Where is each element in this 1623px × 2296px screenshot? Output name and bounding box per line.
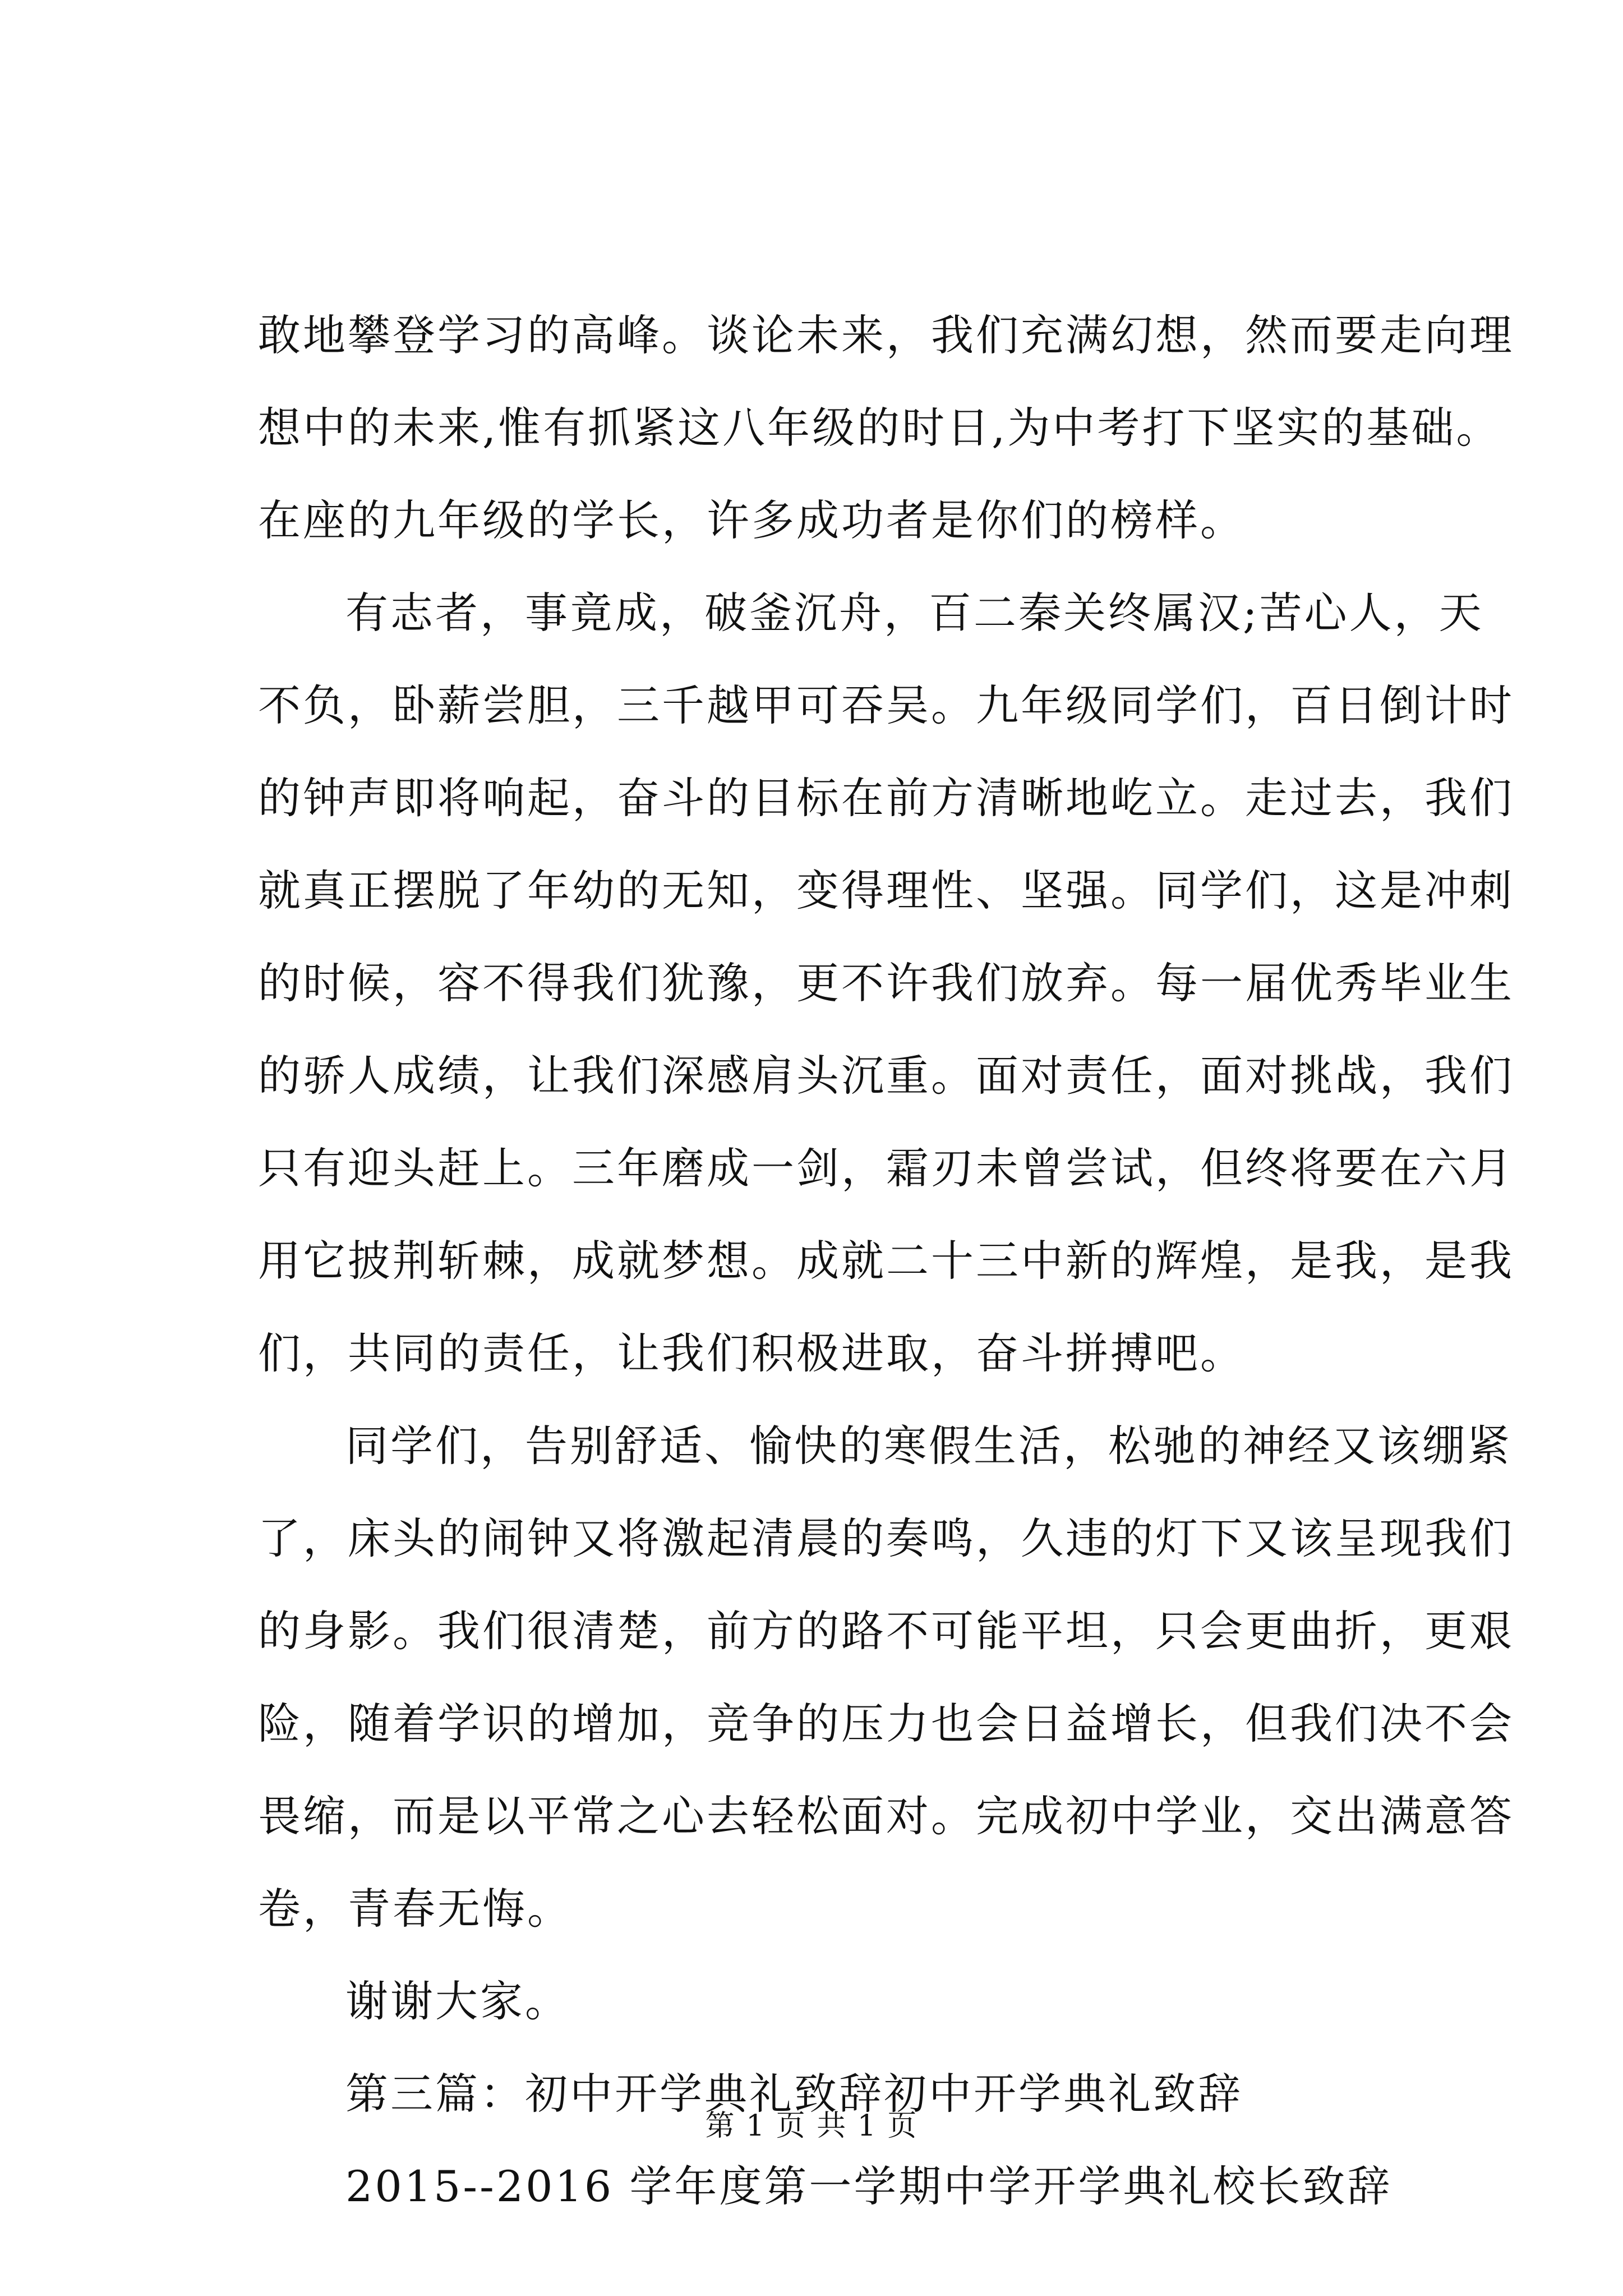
text-line: 卷，青春无悔。 [258, 1884, 572, 1934]
text-line: 们，共同的责任，让我们积极进取，奋斗拼搏吧。 [258, 1328, 1245, 1378]
section-heading: 第三篇：初中开学典礼致辞初中开学典礼致辞 [345, 2069, 1243, 2119]
text-line: 敢地攀登学习的高峰。谈论未来，我们充满幻想，然而要走向理 [258, 310, 1514, 360]
text-line: 用它披荆斩棘，成就梦想。成就二十三中新的辉煌，是我，是我 [258, 1236, 1514, 1286]
text-line: 了，床头的闹钟又将激起清晨的奏鸣，久违的灯下又该呈现我们 [258, 1513, 1514, 1563]
page-footer [0, 2106, 1623, 2146]
text-line: 不负，卧薪尝胆，三千越甲可吞吴。九年级同学们，百日倒计时 [258, 680, 1514, 730]
text-line: 想中的未来,惟有抓紧这八年级的时日,为中考打下坚实的基础。 [258, 403, 1501, 453]
text-line: 的时候，容不得我们犹豫，更不许我们放弃。每一届优秀毕业生 [258, 958, 1514, 1008]
page-number-label: 第 1 页 共 1 页 [705, 2109, 918, 2143]
text-line: 险，随着学识的增加，竞争的压力也会日益增长，但我们决不会 [258, 1699, 1514, 1749]
text-line: 的钟声即将响起，奋斗的目标在前方清晰地屹立。走过去，我们 [258, 773, 1514, 823]
document-body [258, 289, 1514, 2233]
text-line: 只有迎头赶上。三年磨成一剑，霜刃未曾尝试，但终将要在六月 [258, 1143, 1514, 1193]
text-line: 的身影。我们很清楚，前方的路不可能平坦，只会更曲折，更艰 [258, 1606, 1514, 1656]
text-line: 在座的九年级的学长，许多成功者是你们的榜样。 [258, 495, 1245, 545]
text-line: 同学们，告别舒适、愉快的寒假生活，松驰的神经又该绷紧 [345, 1421, 1512, 1471]
text-line: 就真正摆脱了年幼的无知，变得理性、坚强。同学们，这是冲刺 [258, 866, 1514, 915]
text-line: 的骄人成绩，让我们深感肩头沉重。面对责任，面对挑战，我们 [258, 1051, 1514, 1101]
section-subheading: 2015--2016 学年度第一学期中学开学典礼校长致辞 [345, 2161, 1393, 2211]
text-line: 有志者，事竟成，破釜沉舟，百二秦关终属汉;苦心人，天 [345, 588, 1484, 638]
text-line: 畏缩，而是以平常之心去轻松面对。完成初中学业，交出满意答 [258, 1791, 1514, 1841]
text-line: 谢谢大家。 [345, 1976, 570, 2026]
